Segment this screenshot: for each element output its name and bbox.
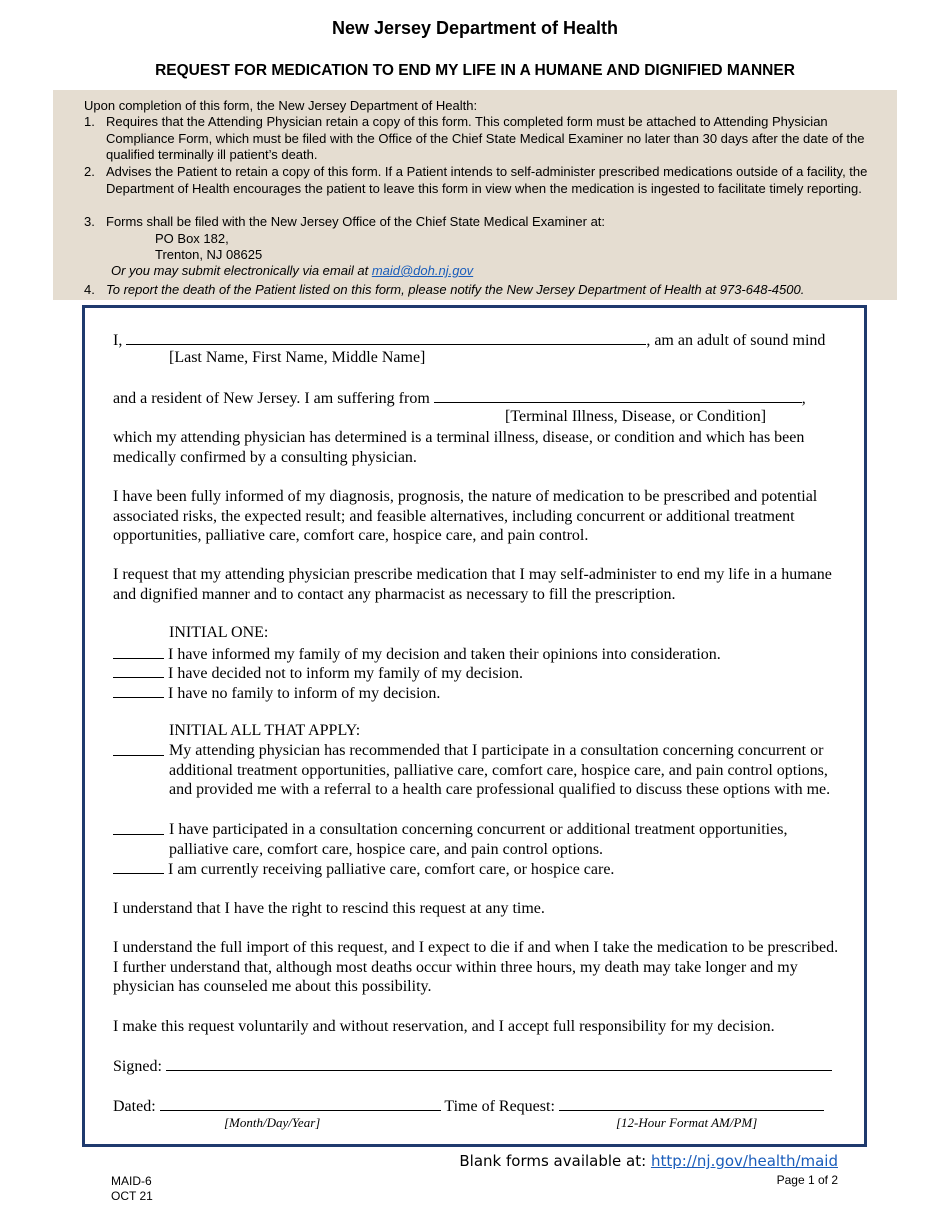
date-hint: [Month/Day/Year] <box>224 1115 321 1130</box>
instruction-text: To report the death of the Patient listed on this form, please notify the New Jersey Department of Health at 973-648-4500. <box>106 282 805 297</box>
voluntary-paragraph: I make this request voluntarily and without reservation, and I accept full responsibility for my decision. <box>113 1018 775 1035</box>
blank-forms-link[interactable]: http://nj.gov/health/maid <box>650 1152 838 1170</box>
signature-line <box>113 1056 832 1076</box>
rescind-paragraph: I understand that I have the right to rescind this request at any time. <box>113 900 545 917</box>
initial-all-option-text: My attending physician has recommended that I participate in a consultation concerning concurrent or additional treatment opportunities, palliative care, comfort care, hospice care, and pain control options, and provided me with a referral to a health care professional qualified to discuss these options with me. <box>169 742 831 799</box>
option-text: I am currently receiving palliative care, comfort care, or hospice care. <box>168 861 615 878</box>
initial-field[interactable] <box>113 741 164 756</box>
option-text: I have no family to inform of my decision. <box>168 685 441 702</box>
condition-comma: , <box>801 390 806 407</box>
instruction-number: 1. <box>84 114 95 129</box>
initial-field[interactable] <box>113 859 164 874</box>
department-name: New Jersey Department of Health <box>331 18 619 38</box>
initial-one-option <box>113 683 440 703</box>
time-label: Time of Request: <box>444 1098 555 1115</box>
instructions-box <box>53 90 897 300</box>
terminal-paragraph: which my attending physician has determined is a terminal illness, disease, or condition and which has been medically confirmed by a consulting physician. <box>113 429 805 466</box>
request-form <box>82 305 867 1147</box>
initial-field[interactable] <box>113 644 164 659</box>
email-link[interactable]: maid@doh.nj.gov <box>371 263 474 278</box>
instruction-text: Forms shall be filed with the New Jersey Office of the Chief State Medical Examiner at: <box>106 214 606 229</box>
i-prefix: I, <box>113 332 123 349</box>
initial-one-option <box>113 644 721 664</box>
patient-name-field[interactable] <box>126 330 646 345</box>
dated-label: Dated: <box>113 1098 156 1115</box>
condition-field[interactable] <box>434 388 802 403</box>
condition-hint: [Terminal Illness, Disease, or Condition] <box>505 408 767 425</box>
page-number: Page 1 of 2 <box>776 1173 838 1187</box>
condition-line <box>113 388 806 408</box>
time-hint: [12-Hour Format AM/PM] <box>616 1115 758 1130</box>
address-line-1: PO Box 182, <box>155 231 229 246</box>
instructions-intro: Upon completion of this form, the New Jersey Department of Health: <box>84 98 478 113</box>
initial-field[interactable] <box>113 683 164 698</box>
name-line <box>113 330 825 350</box>
email-prefix: Or you may submit electronically via email at <box>111 263 372 278</box>
instruction-number: 2. <box>84 164 95 179</box>
option-text: I have informed my family of my decision and taken their opinions into consideration. <box>168 646 721 663</box>
time-field[interactable] <box>559 1096 824 1111</box>
initial-all-field-2 <box>113 820 164 840</box>
form-id: MAID-6 <box>111 1174 152 1188</box>
initial-all-heading: INITIAL ALL THAT APPLY: <box>169 722 361 739</box>
instruction-text: Advises the Patient to retain a copy of this form. If a Patient intends to self-administer prescribed medications outside of a facility, the Department of Health encourages the patient to leave this form in view when the medication is ingested to facilitate timely reporting. <box>106 164 868 196</box>
initial-field[interactable] <box>113 820 164 835</box>
instruction-number: 3. <box>84 214 95 229</box>
form-date: OCT 21 <box>111 1189 153 1203</box>
email-line <box>111 263 473 280</box>
blank-forms-label: Blank forms available at: <box>459 1152 651 1170</box>
informed-paragraph: I have been fully informed of my diagnosis, prognosis, the nature of medication to be prescribed and potential associated risks, the expected result; and feasible alternatives, including concurrent or additional treatment opportunities, palliative care, comfort care, hospice care, and pain control. <box>113 488 818 545</box>
request-paragraph: I request that my attending physician prescribe medication that I may self-administer to end my life in a humane and dignified manner and to contact any pharmacist as necessary to fill the prescription. <box>113 566 832 603</box>
address-line-2: Trenton, NJ 08625 <box>155 247 263 262</box>
resident-text: and a resident of New Jersey. I am suffering from <box>113 390 430 407</box>
import-paragraph: I understand the full import of this request, and I expect to die if and when I take the medication to be prescribed. I further understand that, although most deaths occur within three hours, my death may take longer and my physician has counseled me about this possibility. <box>113 939 839 996</box>
date-time-line <box>113 1096 824 1116</box>
option-text: I have decided not to inform my family of my decision. <box>168 665 524 682</box>
initial-one-option <box>113 663 523 683</box>
form-identifier <box>111 1174 153 1204</box>
initial-all-option <box>113 859 614 879</box>
name-hint: [Last Name, First Name, Middle Name] <box>169 349 426 366</box>
initial-all-field-1 <box>113 741 164 761</box>
form-title: REQUEST FOR MEDICATION TO END MY LIFE IN A HUMANE AND DIGNIFIED MANNER <box>155 62 795 79</box>
instruction-text: Requires that the Attending Physician retain a copy of this form. This completed form must be attached to Attending Physician Compliance Form, which must be filed with the Office of the Chief State Medical Examiner no later than 30 days after the date of the qualified terminally ill patient’s death. <box>106 114 865 162</box>
sound-mind-text: , am an adult of sound mind <box>646 332 826 349</box>
initial-one-heading: INITIAL ONE: <box>169 624 269 641</box>
initial-all-option-text: I have participated in a consultation concerning concurrent or additional treatment opportunities, palliative care, comfort care, hospice care, and pain control options. <box>169 821 788 858</box>
signed-label: Signed: <box>113 1058 162 1075</box>
date-field[interactable] <box>160 1096 441 1111</box>
signature-field[interactable] <box>166 1056 832 1071</box>
instruction-number: 4. <box>84 282 95 297</box>
blank-forms-note <box>459 1152 838 1170</box>
initial-field[interactable] <box>113 663 164 678</box>
